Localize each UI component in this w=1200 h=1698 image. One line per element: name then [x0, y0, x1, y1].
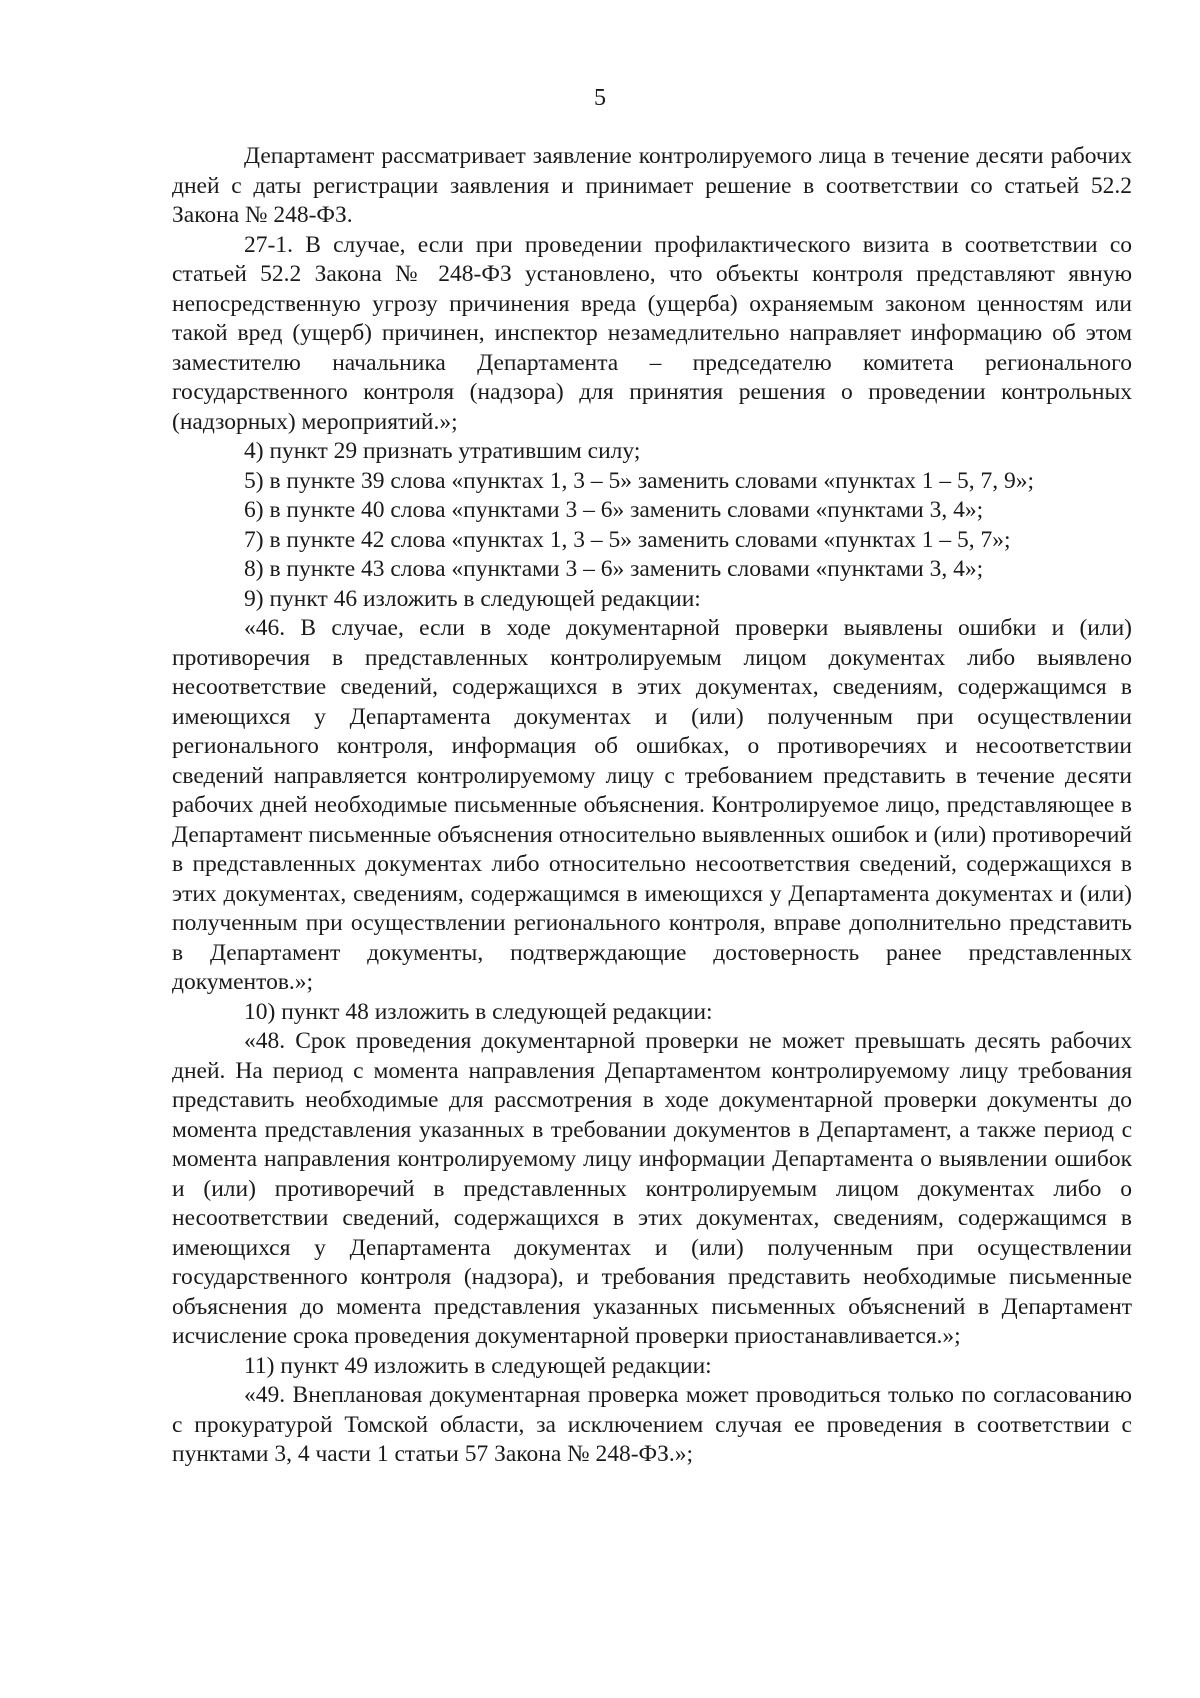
paragraph-item-4: 4) пункт 29 признать утратившим силу; [244, 438, 641, 464]
paragraph-point-46: «46. В случае, если в ходе документарной проверки выявлены ошибки и (или) противоречия в представленных контролируемым лицом документах либо выявлено несоответствие сведений, содержащихся в этих документах, сведениям, содержащимся в имеющихся у Департамента документах и (или) полученным при осуществлении регионального контроля, информация об ошибках, о противоречиях и несоответствии сведений направляется контролируемому лицу с требованием представить в течение десяти рабочих дней необходимые письменные объяснения. Контролируемое лицо, представляющее в Департамент письменные объяснения относительно выявленных ошибок и (или) противоречий в представленных документах либо относительно несоответствия сведений, содержащихся в этих документах, сведениям, содержащимся в имеющихся у Департамента документах и (или) полученным при осуществлении регионального контроля, вправе дополнительно представить в Департамент документы, подтверждающие достоверность ранее представленных документов.»; [172, 615, 1132, 995]
paragraph-27-1: 27-1. В случае, если при проведении профилактического визита в соответствии со статьей 52.2 Закона № 248-ФЗ установлено, что объекты контроля представляют явную непосредственную угрозу причинения вреда (ущерба) охраняемым законом ценностям или такой вред (ущерб) причинен, инспектор незамедлительно направляет информацию об этом заместителю начальника Департамента – председателю комитета регионального государственного контроля (надзора) для принятия решения о проведении контрольных (надзорных) мероприятий.»; [172, 231, 1132, 435]
document-body [172, 142, 1132, 1470]
paragraph-item-9: 9) пункт 46 изложить в следующей редакции: [244, 585, 701, 612]
paragraph-continuation: Департамент рассматривает заявление контролируемого лица в течение десяти рабочих дней с даты регистрации заявления и принимает решение в соответствии со статьей 52.2 Закона № 248-ФЗ. [172, 143, 1132, 228]
paragraph-item-8: 8) в пункте 43 слова «пунктами 3 – 6» заменить словами «пунктами 3, 4»; [244, 556, 984, 582]
paragraph-point-49: «49. Внеплановая документарная проверка может проводиться только по согласованию с прокуратурой Томской области, за исключением случая ее проведения в соответствии с пунктами 3, 4 части 1 статьи 57 Закона № 248-ФЗ.»; [172, 1382, 1132, 1467]
paragraph-item-11: 11) пункт 49 изложить в следующей редакции: [244, 1352, 712, 1379]
paragraph-item-6: 6) в пункте 40 слова «пунктами 3 – 6» заменить словами «пунктами 3, 4»; [244, 497, 984, 523]
page-number: 5 [594, 85, 606, 111]
paragraph-item-5: 5) в пункте 39 слова «пунктах 1, 3 – 5» заменить словами «пунктах 1 – 5, 7, 9»; [244, 467, 1035, 494]
paragraph-item-7: 7) в пункте 42 слова «пунктах 1, 3 – 5» заменить словами «пунктах 1 – 5, 7»; [244, 526, 1011, 553]
paragraph-point-48: «48. Срок проведения документарной проверки не может превышать десять рабочих дней. На период с момента направления Департаментом контролируемому лицу требования представить необходимые для рассмотрения в ходе документарной проверки документы до момента представления указанных в требовании документов в Департамент, а также период с момента направления контролируемому лицу информации Департамента о выявлении ошибок и (или) противоречий в представленных контролируемым лицом документах либо о несоответствии сведений, содержащихся в этих документах, сведениям, содержащимся в имеющихся у Департамента документах и (или) полученным при осуществлении государственного контроля (надзора), и требования представить необходимые письменные объяснения до момента представления указанных письменных объяснений в Департамент исчисление срока проведения документарной проверки приостанавливается.»; [172, 1028, 1132, 1349]
paragraph-item-10: 10) пункт 48 изложить в следующей редакции: [244, 998, 713, 1025]
